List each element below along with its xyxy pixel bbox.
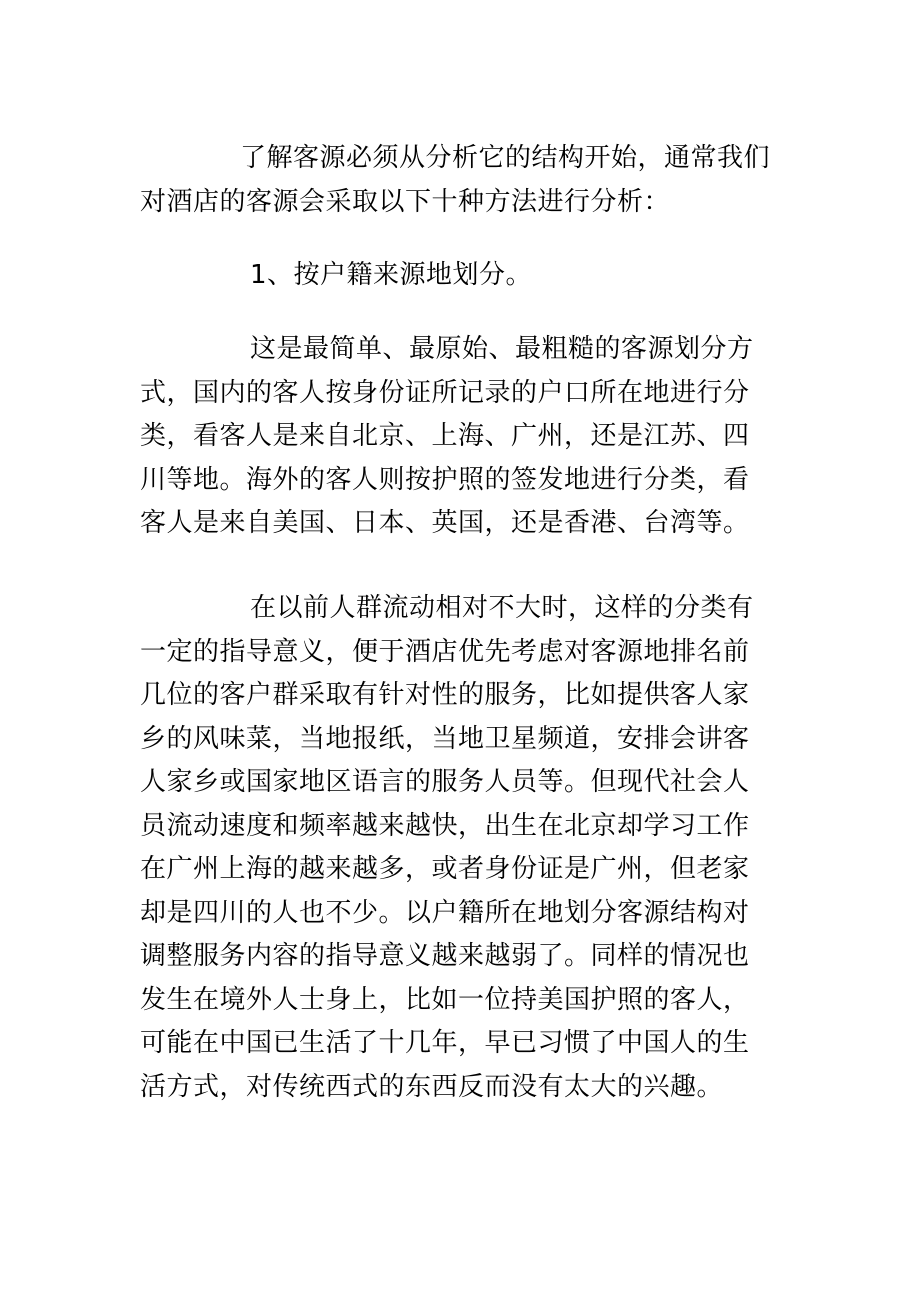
para2-line-3: 几位的客户群采取有针对性的服务，比如提供客人家 <box>140 680 750 710</box>
intro-line-2: 对酒店的客源会采取以下十种方法进行分析： <box>140 186 671 217</box>
para2-line-6: 员流动速度和频率越来越快，出生在北京却学习工作 <box>140 810 750 841</box>
para2-line-1: 在以前人群流动相对不大时，这样的分类有 <box>250 593 754 623</box>
para2-line-2: 一定的指导意义，便于酒店优先考虑对客源地排名前 <box>140 636 750 667</box>
para2-line-4: 乡的风味菜，当地报纸，当地卫星频道，安排会讲客 <box>140 723 750 754</box>
section-heading <box>140 254 780 298</box>
para1-line-1: 这是最简单、最原始、最粗糙的客源划分方 <box>250 334 754 364</box>
para2-line-7: 在广州上海的越来越多，或者身份证是广州，但老家 <box>140 854 750 884</box>
para1-line-2: 式，国内的客人按身份证所记录的户口所在地进行分 <box>140 377 750 408</box>
paragraph-1 <box>140 328 780 546</box>
intro-line-1: 了解客源必须从分析它的结构开始，通常我们 <box>240 143 771 173</box>
para2-line-5: 人家乡或国家地区语言的服务人员等。但现代社会人 <box>140 767 750 797</box>
paragraph-2 <box>140 587 780 1109</box>
para2-line-8: 却是四川的人也不少。以户籍所在地划分客源结构对 <box>140 897 750 928</box>
para1-line-3: 类，看客人是来自北京、上海、广州，还是江苏、四 <box>140 421 750 451</box>
intro-paragraph <box>140 137 780 224</box>
para2-line-12: 活方式，对传统西式的东西反而没有太大的兴趣。 <box>140 1071 724 1102</box>
section1-heading: 1、按户籍来源地划分。 <box>250 260 533 290</box>
para2-line-10: 发生在境外人士身上，比如一位持美国护照的客人， <box>140 984 750 1015</box>
para1-line-5: 客人是来自美国、日本、英国，还是香港、台湾等。 <box>140 508 750 538</box>
para2-line-9: 调整服务内容的指导意义越来越弱了。同样的情况也 <box>140 941 750 971</box>
para2-line-11: 可能在中国已生活了十几年，早已习惯了中国人的生 <box>140 1028 750 1058</box>
para1-line-4: 川等地。海外的客人则按护照的签发地进行分类，看 <box>140 464 750 495</box>
